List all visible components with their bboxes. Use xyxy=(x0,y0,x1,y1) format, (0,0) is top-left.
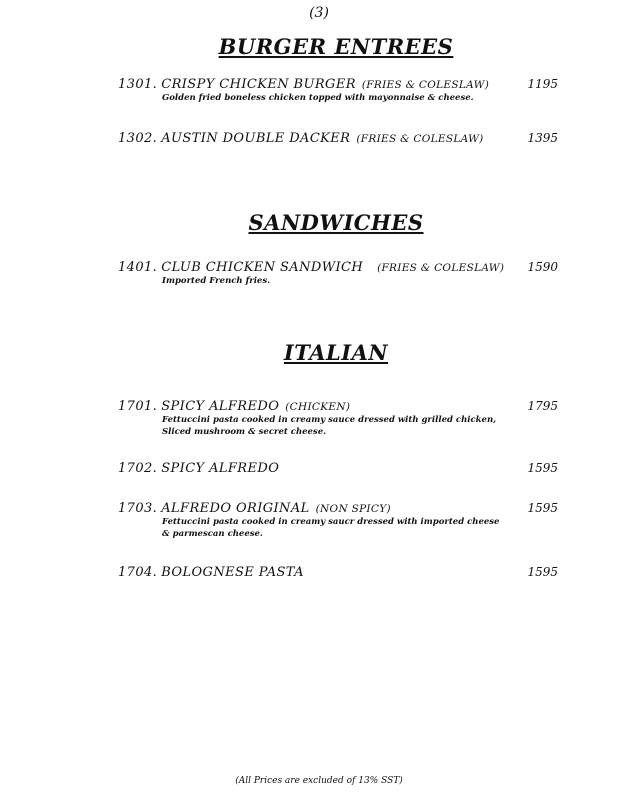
item-option: (FRIES & COLESLAW) xyxy=(377,262,505,274)
item-code: 1301. xyxy=(118,77,158,92)
item-option: (CHICKEN) xyxy=(285,401,351,413)
item-name: CLUB CHICKEN SANDWICH xyxy=(161,260,364,275)
item-price: 1590 xyxy=(527,260,558,274)
item-price: 1595 xyxy=(527,565,558,579)
item-code: 1702. xyxy=(118,461,158,476)
item-price: 1195 xyxy=(527,77,558,91)
item-price: 1395 xyxy=(527,131,558,145)
section-title-burger-entrees: BURGER ENTREES xyxy=(218,34,454,59)
item-option: (NON SPICY) xyxy=(315,503,391,515)
price-disclaimer: (All Prices are excluded of 13% SST) xyxy=(235,776,403,786)
item-option: (FRIES & COLESLAW) xyxy=(356,133,484,145)
item-code: 1401. xyxy=(118,260,158,275)
menu-item-1701 xyxy=(118,399,558,438)
item-code: 1701. xyxy=(118,399,158,414)
item-name: SPICY ALFREDO xyxy=(161,461,280,476)
item-name: BOLOGNESE PASTA xyxy=(161,565,304,580)
item-description: Fettuccini pasta cooked in creamy sauce dressed with grilled chicken, Sliced mushroom & secret cheese. xyxy=(162,415,497,437)
section-title-italian: ITALIAN xyxy=(283,340,389,365)
page-number: (3) xyxy=(309,5,329,21)
item-price: 1795 xyxy=(527,399,558,413)
item-description: Golden fried boneless chicken topped with mayonnaise & cheese. xyxy=(162,93,474,103)
item-name: SPICY ALFREDO xyxy=(161,399,280,414)
menu-item-1703 xyxy=(118,501,558,540)
item-name: ALFREDO ORIGINAL xyxy=(161,501,310,516)
item-description: Fettuccini pasta cooked in creamy saucr dressed with imported cheese & parmescan cheese. xyxy=(162,517,500,539)
menu-item-1301 xyxy=(118,77,558,104)
item-code: 1704. xyxy=(118,565,158,580)
item-code: 1302. xyxy=(118,131,158,146)
item-name: AUSTIN DOUBLE DACKER xyxy=(161,131,351,146)
menu-item-1401 xyxy=(118,260,558,287)
menu-item-1702 xyxy=(118,461,558,476)
item-description: Imported French fries. xyxy=(162,276,271,286)
item-price: 1595 xyxy=(527,501,558,515)
item-price: 1595 xyxy=(527,461,558,475)
item-code: 1703. xyxy=(118,501,158,516)
menu-item-1302 xyxy=(118,131,558,146)
item-option: (FRIES & COLESLAW) xyxy=(361,79,490,91)
section-title-sandwiches: SANDWICHES xyxy=(248,210,424,235)
item-name: CRISPY CHICKEN BURGER xyxy=(161,77,356,92)
menu-item-1704 xyxy=(118,565,558,580)
